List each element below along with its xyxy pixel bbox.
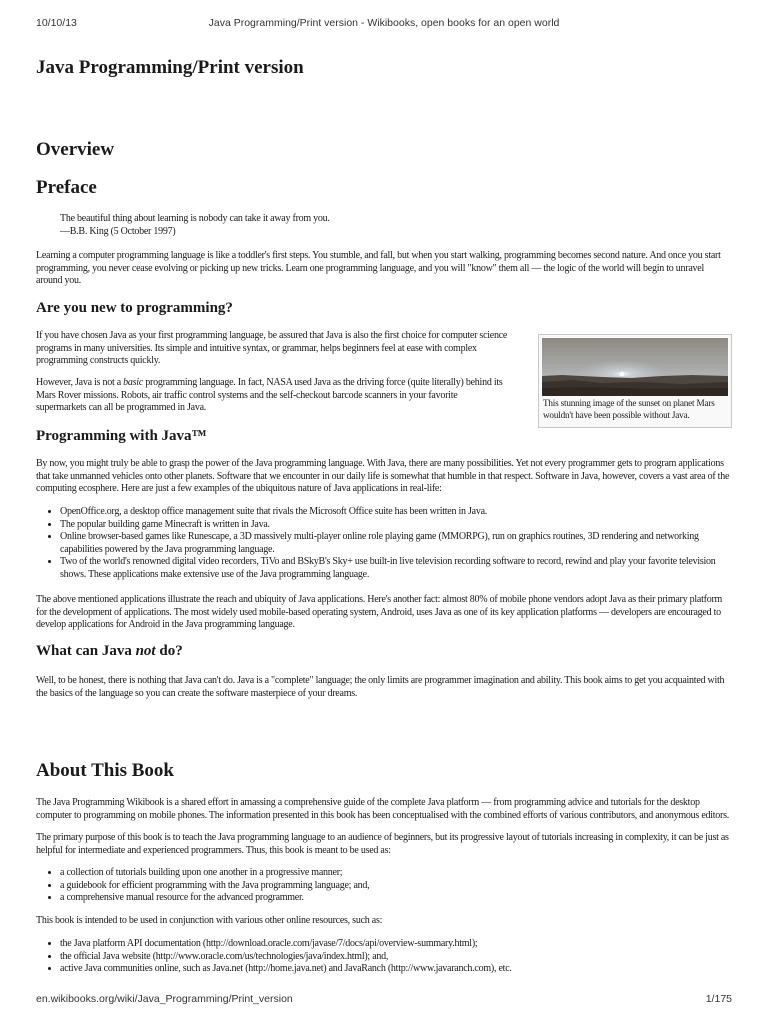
print-url: en.wikibooks.org/wiki/Java_Programming/Print_version: [36, 993, 293, 1005]
list-item: • The popular building game Minecraft is written in Java.: [60, 519, 732, 532]
heading-new-to-programming: Are you new to programming?: [36, 300, 233, 316]
print-header: [36, 17, 732, 31]
list-item: • the Java platform API documentation (http://download.oracle.com/javase/7/docs/api/overview-summary.html);: [60, 938, 732, 951]
emphasis-basic: basic: [123, 377, 144, 388]
list-item: • Two of the world's renowned digital video recorders, TiVo and BSkyB's Sky+ use built-in live television recording software to record, rewind and play your favorite television shows. These applications make extensive use of the Java programming language.: [60, 556, 732, 581]
page-title: Java Programming/Print version: [36, 57, 304, 78]
what-can-java-not-do-paragraph: Well, to be honest, there is nothing that Java can't do. Java is a "complete" language; the only limits are programmer imagination and ability. This book aims to get you acquainted with the basics of the language so you can create the software masterpiece of your dreams.: [36, 675, 725, 699]
mars-sunset-picture: [542, 338, 728, 396]
book-usage-list: [36, 867, 732, 905]
heading-programming-with-java: Programming with Java™: [36, 428, 207, 444]
heading-overview: Overview: [36, 139, 115, 160]
new-to-programming-paragraph-1: If you have chosen Java as your first programming language, be assured that Java is also the first choice for computer science programs in many universities. Its simple and intuitive syntax, or grammar, helps beginners feel at ease with complex programming constructs quickly.: [36, 330, 508, 367]
text-run: However, Java is not a: [36, 377, 124, 388]
programming-with-java-paragraph-1: By now, you might truly be able to grasp the power of the Java programming language. With Java, there are many possibilities. Yet not every programmer gets to program applications that take unmanned vehicles onto other planets. Software that we encounter in our daily life is somewhat that humble in that respect. Software in Java, however, covers a vast area of the computing ecosphere. Here are just a few examples of the ubiquitous nature of Java applications in real-life:: [36, 458, 730, 495]
print-document-title: Java Programming/Print version - Wikibooks, open books for an open world: [208, 17, 560, 29]
emphasis-not: not: [135, 643, 156, 659]
text-run: What can Java: [36, 643, 136, 659]
list-item: • a collection of tutorials building upon one another in a progressive manner;: [60, 867, 732, 880]
text-run: programming language. In fact, NASA used Java as the driving force (quite literally) behind its Mars Rover missions. Robots, air traffic control systems and the self-checkout barcode scanners in your favorite supermarkets can all be programmed in Java.: [36, 377, 503, 414]
list-item: • the official Java website (http://www.oracle.com/us/technologies/java/index.html); and,: [60, 951, 732, 964]
mars-sunset-image[interactable]: [542, 338, 728, 396]
quote-text: The beautiful thing about learning is nobody can take it away from you.: [60, 213, 330, 224]
about-paragraph-1: The Java Programming Wikibook is a shared effort in amassing a comprehensive guide of the complete Java platform — from programming advice and tutorials for the desktop computer to programming on mobile phones. The information presented in this book has been conceptualised with the combined efforts of various contributors, and anonymous editors.: [36, 797, 730, 821]
print-footer: [36, 993, 732, 1007]
print-date: 10/10/13: [36, 17, 77, 29]
list-item: • Online browser-based games like Runescape, a 3D massively multi-player online role playing game (MMORPG), run on graphics routines, 3D rendering and networking capabilities powered by the Java programming language.: [60, 531, 732, 556]
list-item: • OpenOffice.org, a desktop office management suite that rivals the Microsoft Office suite has been written in Java.: [60, 506, 732, 519]
online-resources-list: [36, 938, 732, 976]
about-paragraph-2: The primary purpose of this book is to teach the Java programming language to an audience of beginners, but its progressive layout of tutorials increasing in complexity, it can be just as helpful for intermediate and experienced programmers. Thus, this book is meant to be used as:: [36, 832, 729, 856]
heading-preface: Preface: [36, 177, 97, 198]
preface-quote: [60, 213, 660, 238]
heading-what-can-java-not-do: [36, 642, 183, 660]
list-item: • a guidebook for efficient programming with the Java programming language; and,: [60, 880, 732, 893]
image-caption: This stunning image of the sunset on planet Mars wouldn't have been possible without Java.: [543, 398, 715, 420]
programming-with-java-paragraph-2: The above mentioned applications illustrate the reach and ubiquity of Java applications. Here's another fact: almost 80% of mobile phone vendors adopt Java as their primary platform for the development of applications. The most widely used mobile-based operating system, Android, uses Java as one of its key application platforms — developers are encouraged to develop applications for Android in the Java programming language.: [36, 594, 723, 631]
new-to-programming-paragraph-2: [36, 377, 506, 415]
heading-about-this-book: About This Book: [36, 760, 174, 781]
list-item: • active Java communities online, such as Java.net (http://home.java.net) and JavaRanch (http://www.javaranch.com), etc.: [60, 963, 732, 976]
quote-attribution: —B.B. King (5 October 1997): [60, 225, 176, 237]
list-item: • a comprehensive manual resource for the advanced programmer.: [60, 892, 732, 905]
page-number: 1/175: [705, 993, 732, 1005]
java-applications-list: [36, 506, 732, 582]
text-run: do?: [155, 643, 183, 659]
about-paragraph-3: This book is intended to be used in conjunction with various other online resources, such as:: [36, 915, 383, 926]
mars-sunset-thumbnail[interactable]: [538, 334, 732, 428]
preface-paragraph: Learning a computer programming language is like a toddler's first steps. You stumble, and fall, but when you start walking, programming becomes second nature. And once you start programming, you never cease evolving or picking up new tricks. Learn one programming language, and you will "know" them all — the logic of the world will begin to unravel around you.: [36, 250, 721, 287]
